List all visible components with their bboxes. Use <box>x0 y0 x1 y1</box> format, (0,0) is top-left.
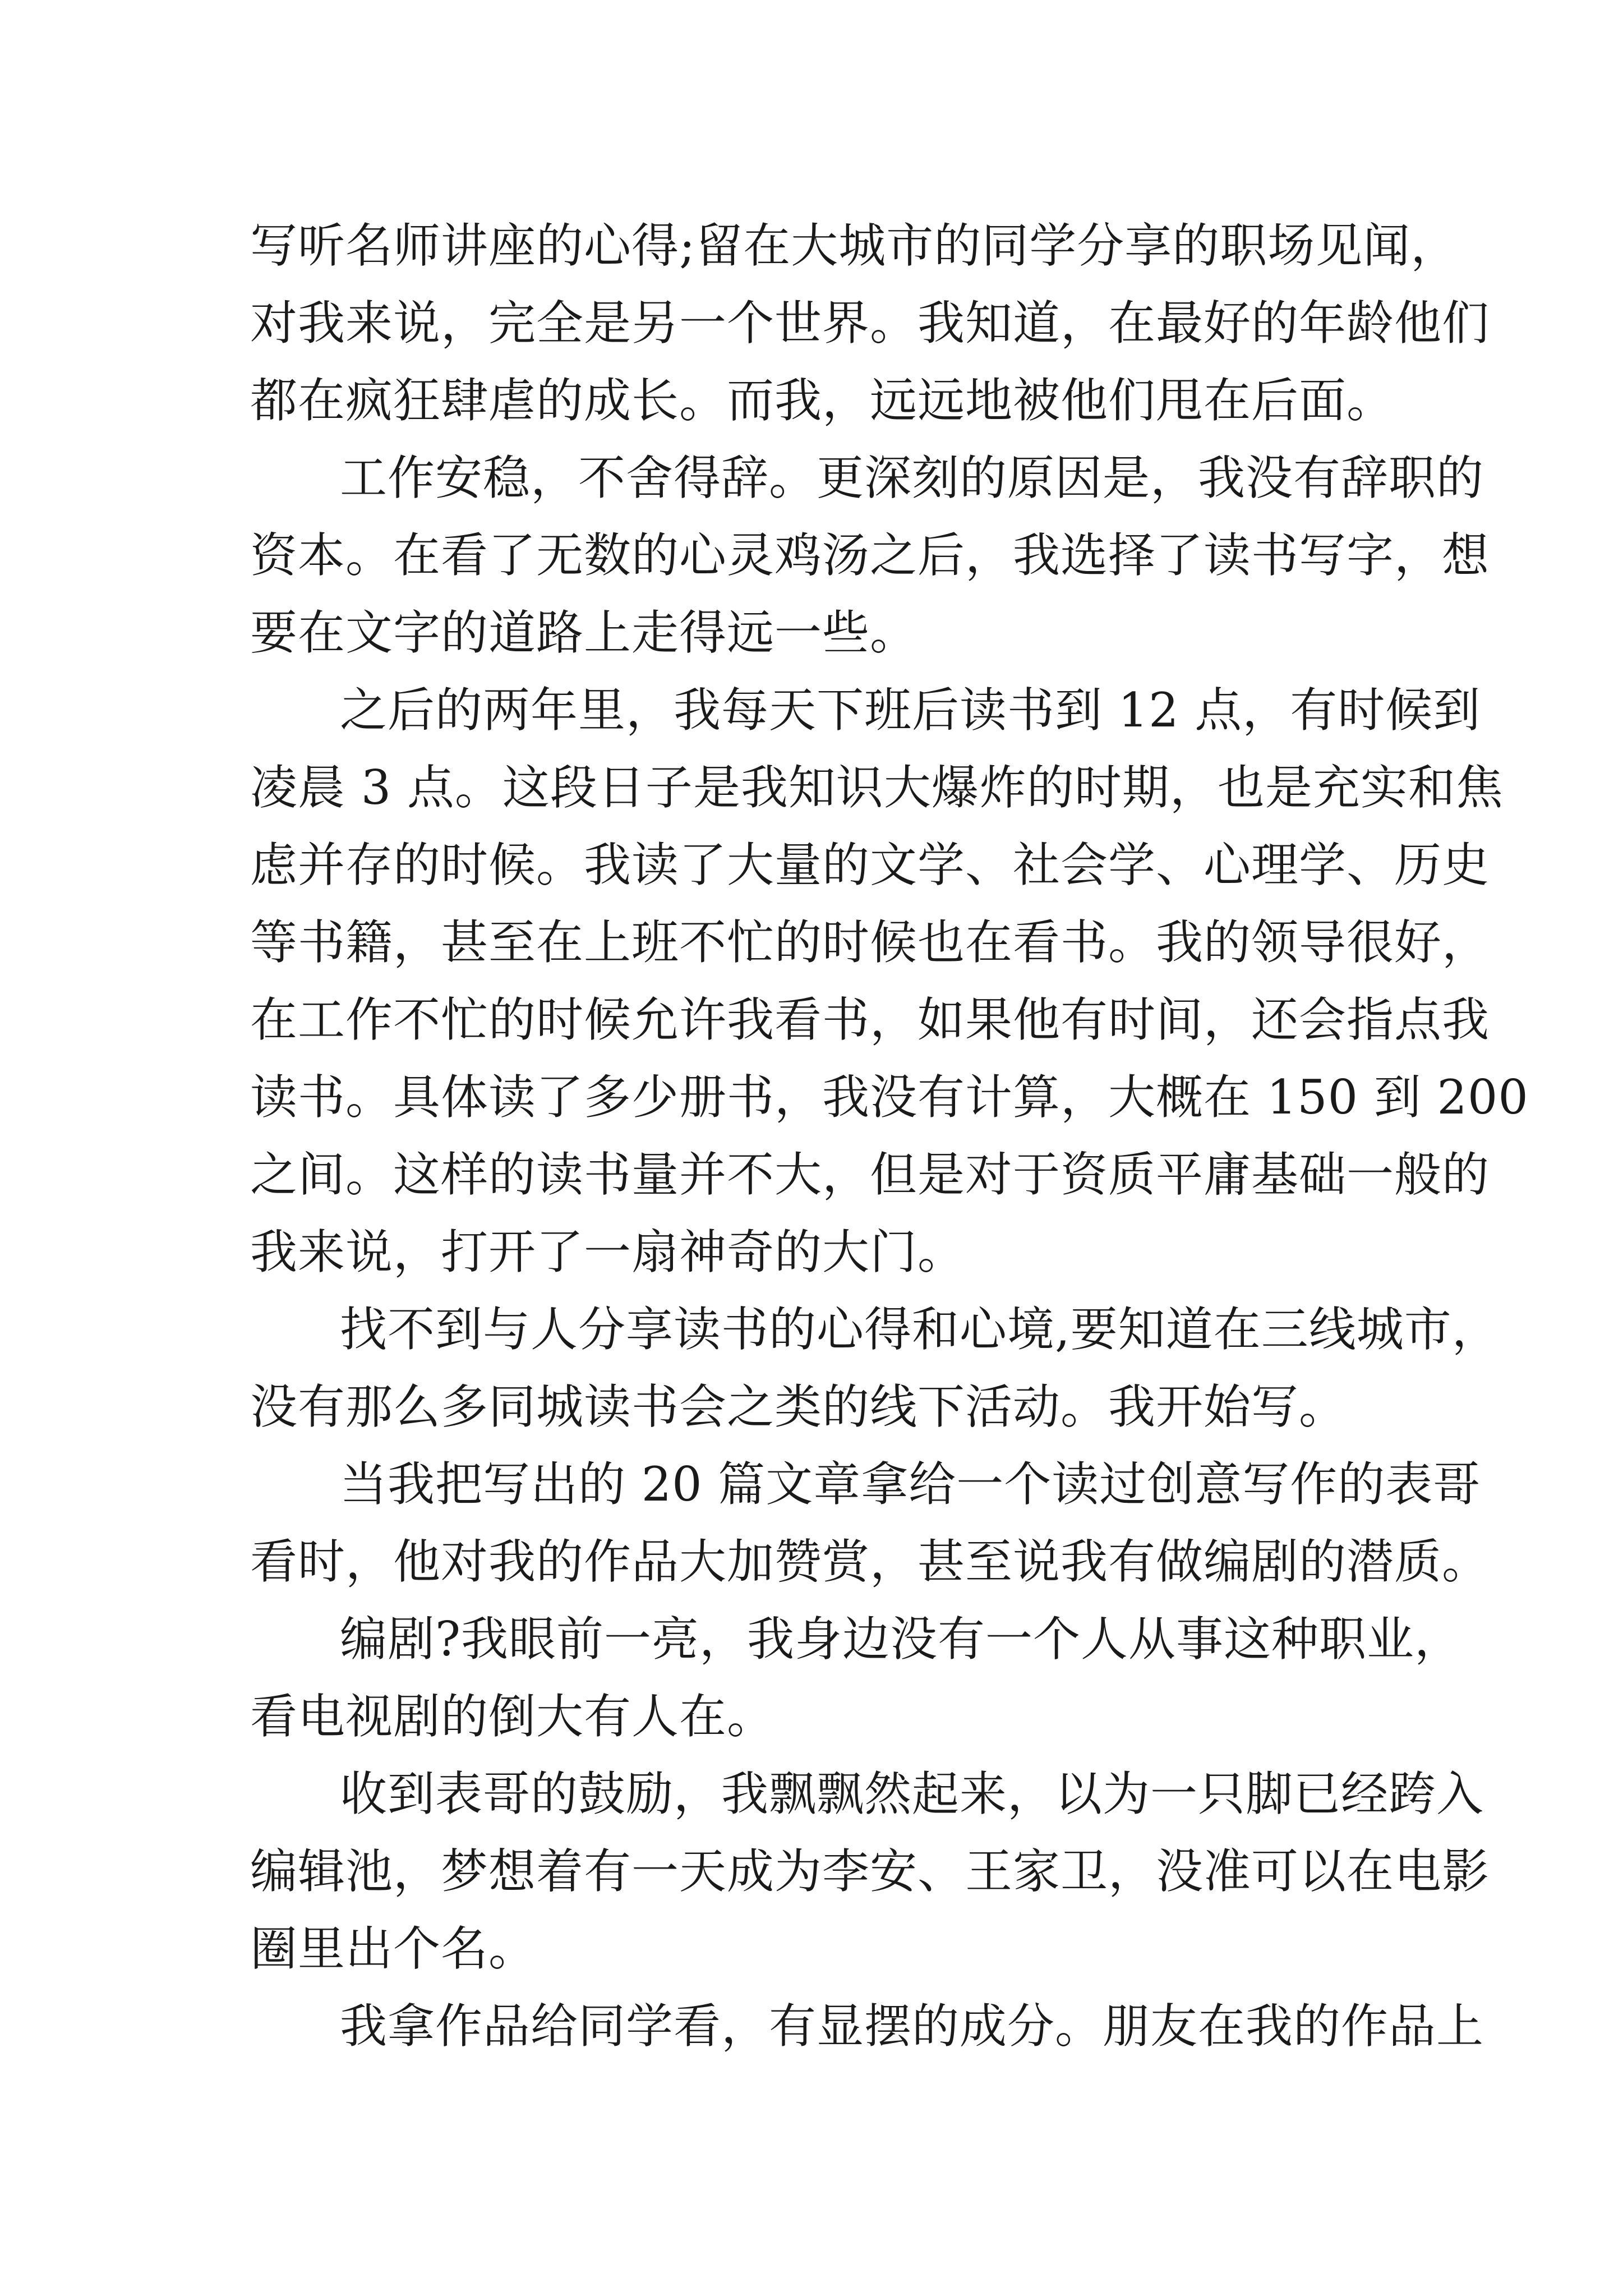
text-line: 圈里出个名。 <box>250 1921 537 1976</box>
text-line: 找不到与人分享读书的心得和心境,要知道在三线城市， <box>340 1302 1500 1357</box>
text-line: 资本。在看了无数的心灵鸡汤之后，我选择了读书写字，想 <box>250 528 1490 583</box>
paragraph <box>250 207 1490 439</box>
text-line: 要在文字的道路上走得远一些。 <box>250 605 918 660</box>
paragraph <box>250 1600 1463 1755</box>
text-line: 工作安稳，不舍得辞。更深刻的原因是，我没有辞职的 <box>340 450 1484 505</box>
text-line: 之间。这样的读书量并不大，但是对于资质平庸基础一般的 <box>250 1147 1490 1202</box>
paragraph <box>250 1291 1500 1446</box>
text-line: 读书。具体读了多少册书，我没有计算，大概在 150 到 200 <box>250 1070 1529 1125</box>
paragraph <box>250 1446 1490 1600</box>
text-line: 看时，他对我的作品大加赞赏，甚至说我有做编剧的潜质。 <box>250 1534 1490 1589</box>
text-line: 等书籍，甚至在上班不忙的时候也在看书。我的领导很好， <box>250 915 1490 970</box>
text-line: 写听名师讲座的心得;留在大城市的同学分享的职场见闻， <box>250 218 1459 273</box>
text-line: 编辑池，梦想着有一天成为李安、王家卫，没准可以在电影 <box>250 1844 1490 1899</box>
text-line: 编剧?我眼前一亮，我身边没有一个人从事这种职业， <box>340 1612 1463 1667</box>
text-line: 对我来说，完全是另一个世界。我知道，在最好的年龄他们 <box>250 296 1490 351</box>
text-line: 收到表哥的鼓励，我飘飘然起来，以为一只脚已经跨入 <box>340 1766 1484 1821</box>
text-line: 我拿作品给同学看，有显摆的成分。朋友在我的作品上 <box>340 1999 1484 2054</box>
text-line: 我来说，打开了一扇神奇的大门。 <box>250 1225 966 1280</box>
text-line: 在工作不忙的时候允许我看书，如果他有时间，还会指点我 <box>250 992 1490 1047</box>
paragraph <box>250 1755 1490 1987</box>
document-body <box>250 207 1529 2065</box>
text-line: 虑并存的时候。我读了大量的文学、社会学、心理学、历史 <box>250 838 1490 892</box>
paragraph <box>250 1987 1484 2065</box>
text-line: 都在疯狂肆虐的成长。而我，远远地被他们甩在后面。 <box>250 373 1395 428</box>
paragraph <box>250 671 1529 1291</box>
text-line: 看电视剧的倒大有人在。 <box>250 1689 775 1744</box>
text-line: 没有那么多同城读书会之类的线下活动。我开始写。 <box>250 1379 1347 1434</box>
text-line: 凌晨 3 点。这段日子是我知识大爆炸的时期，也是充实和焦 <box>250 760 1504 815</box>
text-line: 当我把写出的 20 篇文章拿给一个读过创意写作的表哥 <box>340 1457 1481 1512</box>
text-line: 之后的两年里，我每天下班后读书到 12 点，有时候到 <box>340 683 1481 738</box>
paragraph <box>250 439 1490 671</box>
